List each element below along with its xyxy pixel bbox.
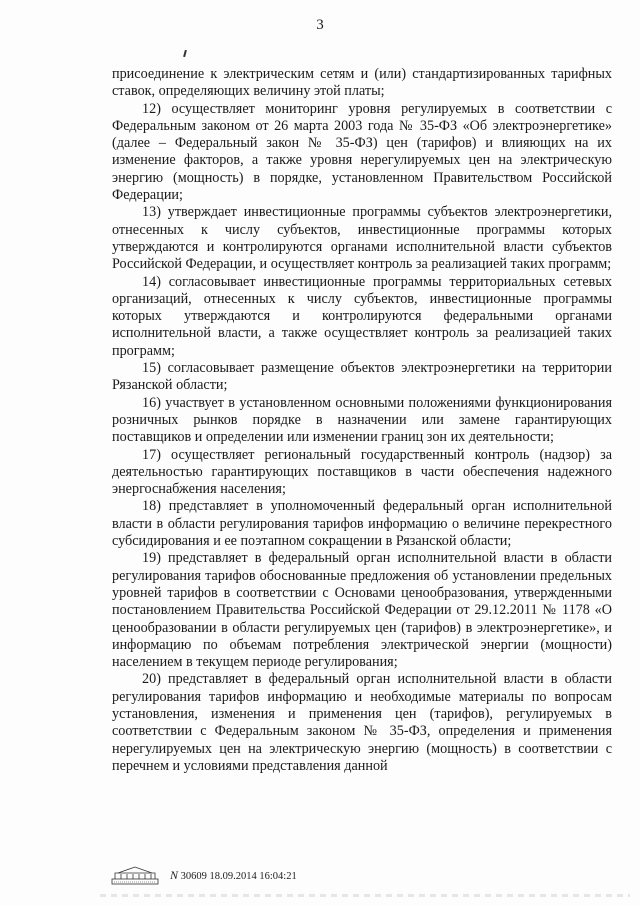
scan-mark (183, 50, 187, 57)
building-seal-icon (110, 864, 160, 886)
number-sign: N (170, 868, 179, 882)
paragraph-item-17: 17) осуществляет региональный государственный контроль (надзор) за деятельностью гарантирующих поставщиков в части обеспечения надежного энергоснабжения населения; (112, 446, 612, 498)
paragraph-item-19: 19) представляет в федеральный орган исполнительной власти в области регулирования тарифов обоснованные предложения об установлении предельных уровней тарифов в соответствии с Основами ценообразования, утвержденными постановлением Правительства Российской Федерации от 29.12.2011 № 1178 «О ценообразовании в области регулируемых цен (тарифов) в электроэнергетике», и информацию по объемам потребления электрической энергии (мощности) населением в текущем периоде регулирования; (112, 550, 612, 671)
paragraph-item-14: 14) согласовывает инвестиционные программы территориальных сетевых организаций, отнесенных к числу субъектов, инвестиционные программы которых утверждаются и контролируются федеральными органами исполнительной власти, а также осуществляет контроль за реализацией таких программ; (112, 273, 612, 359)
document-body (112, 66, 612, 775)
stamp-text (170, 868, 297, 883)
paragraph-item-16: 16) участвует в установленном основными положениями функционирования розничных рынков порядке в назначении или замене гарантирующих поставщиков и определении или изменении границ зон их деятельности; (112, 394, 612, 446)
paragraph-item-12: 12) осуществляет мониторинг уровня регулируемых в соответствии с Федеральным законом от 26 марта 2003 года № 35-ФЗ «Об электроэнергетике» (далее – Федеральный закон № 35-ФЗ) цен (тарифов) и влияющих на их изменение факторов, а также уровня нерегулируемых цен на электрическую энергию (мощность) в порядке, установленном Правительством Российской Федерации; (112, 100, 612, 204)
paragraph-item-18: 18) представляет в уполномоченный федеральный орган исполнительной власти в области регулирования тарифов информацию о величине перекрестного субсидирования и ее поэтапном сокращении в Рязанской области; (112, 498, 612, 550)
paragraph-item-20: 20) представляет в федеральный орган исполнительной власти в области регулирования тарифов информацию и необходимые материалы по вопросам установления, изменения и применения цен (тарифов), регулируемых в соответствии с Федеральным законом № 35-ФЗ, определения и применения нерегулируемых цен на электрическую энергию (мощность) в соответствии с перечнем и условиями представления данной (112, 671, 612, 774)
registration-timestamp: 18.09.2014 16:04:21 (209, 871, 297, 882)
registration-stamp (110, 864, 410, 888)
document-number: 30609 (180, 871, 207, 882)
paragraph-item-15: 15) согласовывает размещение объектов электроэнергетики на территории Рязанской области; (112, 360, 612, 394)
paragraph-item-13: 13) утверждает инвестиционные программы субъектов электроэнергетики, отнесенных к числу субъектов, инвестиционные программы которых утверждаются и контролируются органами исполнительной власти субъектов Российской Федерации, и осуществляет контроль за реализацией таких программ; (112, 204, 612, 273)
paragraph-continuation: присоединение к электрическим сетям и (или) стандартизированных тарифных ставок, определяющих величину этой платы; (112, 66, 612, 100)
scan-bottom-artifact (100, 894, 630, 897)
page-number: 3 (316, 17, 324, 33)
